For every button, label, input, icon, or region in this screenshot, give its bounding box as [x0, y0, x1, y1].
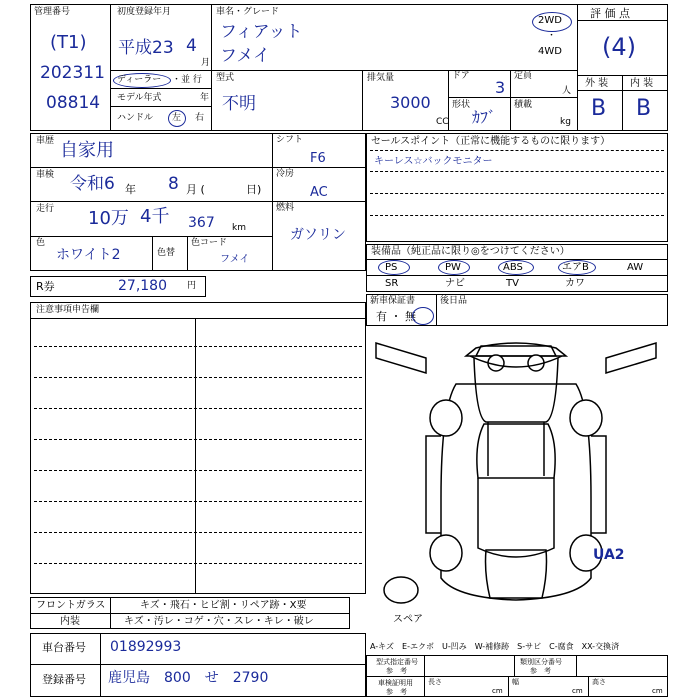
damage-legend: A-キズ E-エクボ U-凹み W-補修跡 S-サビ C-腐食 XX-交換済	[370, 642, 620, 651]
windshield-value: キズ・飛石・ヒビ割・リペア跡・X要	[140, 600, 307, 611]
equip-pw: PW	[445, 262, 461, 273]
equip-ps: PS	[385, 262, 398, 273]
mileage-unit: km	[232, 223, 246, 233]
warranty-label: 新車保証書	[370, 296, 416, 306]
car-name1: フィアット	[220, 22, 303, 42]
inspection-year-unit: 年	[125, 183, 136, 196]
car-label: 車名・グレード	[216, 7, 280, 17]
shape-value: ｶﾌﾞ	[472, 108, 497, 127]
parallel-label: 並 行	[181, 75, 202, 85]
history-value: 自家用	[60, 140, 114, 161]
equipment-label: 装備品（純正品に限り◎をつけてください）	[371, 246, 570, 257]
equip-sr: SR	[385, 278, 399, 289]
drive-4wd: 4WD	[538, 46, 562, 57]
load-label: 積載	[514, 100, 533, 110]
chassis-label: 車台番号	[42, 641, 86, 654]
recycle-unit: 円	[187, 281, 197, 291]
equip-tv: TV	[506, 278, 519, 289]
certificate-label: 車検証明用	[378, 679, 413, 687]
capacity-label: 定員	[514, 71, 533, 81]
sales-line1: キーレス☆バックモニター	[374, 156, 493, 167]
rating-label: 評 価 点	[590, 7, 630, 20]
load-unit: kg	[560, 117, 571, 127]
width-label: 幅	[512, 678, 519, 686]
mileage-sen: 4千	[140, 206, 170, 227]
displacement-label: 排気量	[367, 73, 395, 83]
handle-left: 左	[172, 113, 182, 123]
height-unit: cm	[652, 687, 663, 695]
dealer-sep: ・	[172, 75, 182, 85]
after-label: 後日品	[440, 296, 468, 306]
first-reg-era: 平成23	[118, 38, 174, 58]
recycle-label: R券	[36, 280, 55, 293]
spare-label: スペア	[393, 614, 423, 625]
registration-value: 鹿児島 800 せ 2790	[108, 670, 269, 686]
model-year-label: モデル年式	[117, 93, 162, 103]
first-reg-label: 初度登録年月	[117, 7, 172, 17]
certificate-sub: 参 考	[386, 688, 407, 696]
car-name2: フメイ	[220, 46, 270, 66]
ext-label: 外 装	[585, 78, 609, 89]
equip-navi: ナビ	[445, 278, 465, 289]
mileage-rest: 367	[188, 215, 215, 231]
color-value: ホワイト2	[56, 247, 121, 263]
type-designation-sub: 参 考	[386, 667, 407, 675]
model-year-unit: 年	[200, 93, 210, 103]
management-t1: (T1)	[50, 32, 87, 53]
int-label: 内 装	[630, 78, 654, 89]
windshield-label: フロントガラス	[36, 600, 106, 611]
door-value: 3	[495, 78, 506, 97]
first-reg-month: 4	[186, 36, 197, 56]
header-frame	[30, 4, 668, 131]
handle-right: 右	[195, 113, 205, 123]
type-designation-label: 型式指定番号	[376, 658, 418, 666]
shift-value: F6	[310, 151, 326, 166]
fuel-value: ガソリン	[290, 227, 346, 243]
first-reg-month-unit: 月	[201, 58, 211, 68]
door-label: ドア	[452, 71, 470, 81]
length-label: 長さ	[428, 678, 442, 686]
management-label: 管理番号	[34, 7, 71, 17]
inspection-day-unit: 日)	[246, 183, 262, 196]
mileage-man: 10万	[88, 208, 129, 229]
category-sub: 参 考	[530, 667, 551, 675]
management-num1: 202311	[40, 63, 105, 83]
car-diagram	[366, 328, 666, 628]
chassis-value: 01892993	[110, 639, 182, 655]
equip-leather: カワ	[565, 278, 585, 289]
equip-aw: AW	[627, 262, 644, 273]
fuel-label: 燃料	[276, 203, 295, 213]
capacity-unit: 人	[562, 86, 572, 96]
cooling-label: 冷房	[276, 169, 295, 179]
management-num2: 08814	[46, 93, 101, 113]
model-type-label: 型式	[216, 73, 235, 83]
notes-label: 注意事項申告欄	[36, 305, 100, 315]
recycle-value: 27,180	[118, 278, 167, 294]
cooling-value: AC	[310, 185, 328, 200]
shape-label: 形状	[452, 100, 471, 110]
color-code-label: 色コード	[191, 238, 228, 248]
interior-value: キズ・汚レ・コゲ・穴・スレ・キレ・破レ	[124, 616, 314, 627]
inspection-month: 8	[168, 174, 179, 194]
warranty-value: 有 ・ 無	[376, 310, 416, 323]
history-label: 車歴	[36, 136, 55, 146]
rating-score: (4)	[602, 33, 636, 61]
warranty-none-circle	[412, 307, 434, 325]
equip-abs: ABS	[503, 262, 523, 273]
ext-grade: B	[591, 96, 607, 121]
displacement-value: 3000	[390, 93, 431, 112]
color-code: フメイ	[220, 254, 250, 265]
width-unit: cm	[572, 687, 583, 695]
inspection-month-unit: 月 (	[186, 183, 205, 196]
drive-dot: ・	[547, 31, 557, 41]
diagram-mark: UA2	[593, 547, 625, 563]
handle-label: ハンドル	[117, 113, 154, 123]
interior-label: 内装	[60, 616, 80, 627]
length-unit: cm	[492, 687, 503, 695]
mileage-label: 走行	[36, 204, 55, 214]
equip-airbag: エアB	[562, 262, 589, 273]
registration-label: 登録番号	[42, 673, 86, 686]
category-label: 類別区分番号	[520, 658, 562, 666]
color-label: 色	[36, 238, 46, 248]
inspection-era: 令和6	[70, 174, 115, 194]
int-grade: B	[636, 96, 652, 121]
displacement-unit: CC	[436, 117, 449, 127]
repaint-label: 色替	[157, 248, 176, 258]
dealer-label: ディーラー	[117, 75, 162, 85]
height-label: 高さ	[592, 678, 606, 686]
sales-label: セールスポイント（正常に機能するものに限ります）	[371, 136, 611, 147]
shift-label: シフト	[276, 135, 304, 145]
model-type-value: 不明	[222, 94, 256, 114]
inspection-label: 車検	[36, 170, 55, 180]
drive-2wd: 2WD	[538, 15, 562, 26]
